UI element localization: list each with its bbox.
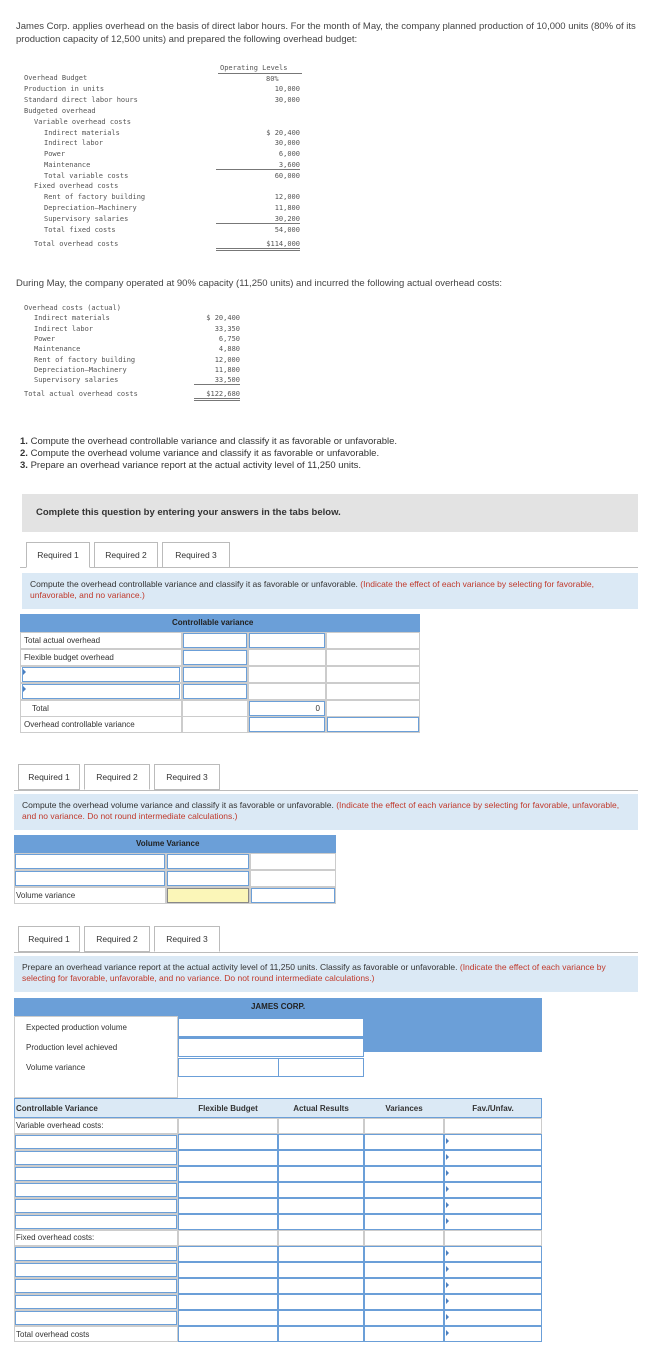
budget-row-label: Standard direct labor hours bbox=[24, 96, 138, 104]
actual-overhead-table bbox=[24, 302, 264, 402]
req3-value-input[interactable] bbox=[444, 1182, 542, 1198]
req3-row-label: Variable overhead costs: bbox=[16, 1121, 104, 1130]
controllable-variance-header: Controllable variance bbox=[20, 614, 420, 632]
req1-fav-cell bbox=[326, 683, 420, 700]
req2-instructions: Compute the overhead volume variance and classify it as favorable or unfavorable. (Indicate the effect of each variance by selecting for favorable, unfavorable, and no variance. Do not round intermediate calculations.) bbox=[14, 794, 638, 830]
req3-volume-row-label: Expected production volume bbox=[26, 1023, 127, 1032]
req1-total-input[interactable] bbox=[249, 633, 325, 648]
req3-value-input[interactable] bbox=[364, 1246, 444, 1262]
req2-fav-cell bbox=[250, 853, 336, 870]
tab2-required-1[interactable]: Required 1 bbox=[18, 764, 80, 790]
req3-value-input bbox=[278, 1118, 364, 1134]
req3-value-input[interactable] bbox=[444, 1134, 542, 1150]
req3-item-select[interactable] bbox=[15, 1263, 177, 1277]
dropdown-caret-icon bbox=[446, 1170, 449, 1176]
tab3-required-3[interactable]: Required 3 bbox=[154, 926, 220, 952]
actual-row-value: 6,750 bbox=[218, 335, 240, 343]
actual-row-value: 11,800 bbox=[214, 366, 240, 374]
tab3-required-1[interactable]: Required 1 bbox=[18, 926, 80, 952]
req3-value-input[interactable] bbox=[444, 1310, 542, 1326]
req1-amount-input[interactable] bbox=[183, 667, 247, 682]
budget-row-value: 10,000 bbox=[274, 85, 300, 93]
req3-volume-input[interactable] bbox=[178, 1038, 364, 1057]
req3-value-input[interactable] bbox=[278, 1166, 364, 1182]
req3-value-input[interactable] bbox=[364, 1166, 444, 1182]
req1-fav-cell bbox=[326, 649, 420, 666]
budget-row-value: 30,200 bbox=[216, 215, 300, 224]
req3-row-label: Fixed overhead costs: bbox=[16, 1233, 95, 1242]
actual-row-label: Indirect materials bbox=[34, 314, 110, 322]
req3-value-input[interactable] bbox=[278, 1182, 364, 1198]
budget-row-label: Total overhead costs bbox=[34, 240, 119, 248]
req3-value-input[interactable] bbox=[278, 1278, 364, 1294]
actual-row-label: Depreciation—Machinery bbox=[34, 366, 127, 374]
req3-item-select[interactable] bbox=[15, 1279, 177, 1293]
actual-row-value: 12,000 bbox=[214, 356, 240, 364]
req1-row-label: Flexible budget overhead bbox=[24, 653, 114, 662]
req3-volume-row-label: Volume variance bbox=[26, 1063, 86, 1072]
actual-row-value: 4,880 bbox=[218, 345, 240, 353]
problem-intro: James Corp. applies overhead on the basis of direct labor hours. For the month of May, the company planned production of 10,000 units (80% of its production capacity of 12,500 units) and prepared the following overhead budget: bbox=[16, 21, 636, 45]
budget-row-label: Supervisory salaries bbox=[44, 215, 129, 223]
req3-value-input[interactable] bbox=[364, 1150, 444, 1166]
operating-level-percent: 80% bbox=[266, 75, 279, 83]
req3-item-select[interactable] bbox=[15, 1135, 177, 1149]
req2-label-input[interactable] bbox=[15, 854, 165, 869]
req3-value-input[interactable] bbox=[444, 1294, 542, 1310]
req3-value-input[interactable] bbox=[444, 1326, 542, 1342]
operating-levels-heading: Operating Levels bbox=[220, 64, 288, 72]
req1-amount-input[interactable] bbox=[183, 684, 247, 699]
req3-volume-row-label: Production level achieved bbox=[26, 1043, 118, 1052]
req3-value-input[interactable] bbox=[178, 1214, 278, 1230]
req3-value-input bbox=[178, 1118, 278, 1134]
volume-variance-header: Volume Variance bbox=[14, 835, 336, 853]
budget-row-label: Total fixed costs bbox=[44, 226, 116, 234]
req3-value-input[interactable] bbox=[444, 1214, 542, 1230]
budget-row-value: 6,000 bbox=[278, 150, 300, 158]
req3-value-input[interactable] bbox=[278, 1262, 364, 1278]
dropdown-caret-icon bbox=[446, 1186, 449, 1192]
req3-value-input[interactable] bbox=[444, 1262, 542, 1278]
req1-total-cell bbox=[248, 649, 326, 666]
req3-col-header: Actual Results bbox=[293, 1104, 349, 1113]
req1-fav-cell bbox=[326, 700, 420, 717]
req2-amount-input[interactable] bbox=[167, 871, 249, 886]
req3-value-input[interactable] bbox=[178, 1294, 278, 1310]
dropdown-caret-icon bbox=[446, 1298, 449, 1304]
req3-value-input[interactable] bbox=[444, 1246, 542, 1262]
req3-value-input[interactable] bbox=[178, 1310, 278, 1326]
req1-total-cell bbox=[248, 666, 326, 683]
actual-row-label: Power bbox=[34, 335, 56, 343]
question-2: 2. Compute the overhead volume variance and classify it as favorable or unfavorable. bbox=[20, 448, 380, 459]
req3-value-input[interactable] bbox=[178, 1262, 278, 1278]
budget-row-value: 3,600 bbox=[216, 161, 300, 170]
req3-item-select[interactable] bbox=[15, 1167, 177, 1181]
during-may-text: During May, the company operated at 90% capacity (11,250 units) and incurred the following actual overhead costs: bbox=[16, 278, 503, 289]
actual-row-label: Total actual overhead costs bbox=[24, 390, 138, 398]
req3-item-select[interactable] bbox=[15, 1311, 177, 1325]
tab-required-1[interactable]: Required 1 bbox=[26, 542, 90, 568]
dropdown-caret-icon bbox=[446, 1266, 449, 1272]
req3-value-input bbox=[444, 1118, 542, 1134]
req1-fav-cell bbox=[326, 632, 420, 649]
actual-row-value: $ 20,400 bbox=[206, 314, 240, 322]
dropdown-caret-icon bbox=[23, 686, 26, 692]
actual-row-label: Indirect labor bbox=[34, 325, 94, 333]
req3-value-input[interactable] bbox=[278, 1214, 364, 1230]
budget-row-label: Overhead Budget bbox=[24, 74, 88, 82]
req1-variance-input[interactable] bbox=[249, 717, 325, 732]
req3-value-input[interactable] bbox=[278, 1134, 364, 1150]
req1-total-cell bbox=[248, 683, 326, 700]
req3-col-header: Flexible Budget bbox=[198, 1104, 258, 1113]
dropdown-caret-icon bbox=[446, 1138, 449, 1144]
budget-row-label: Power bbox=[44, 150, 66, 158]
budget-row-value: $114,000 bbox=[216, 240, 300, 251]
req3-value-input[interactable] bbox=[444, 1166, 542, 1182]
req1-label-dropdown[interactable] bbox=[22, 667, 180, 682]
req3-value-input[interactable] bbox=[278, 1326, 364, 1342]
req3-value-input[interactable] bbox=[364, 1294, 444, 1310]
req3-value-input[interactable] bbox=[444, 1278, 542, 1294]
req3-col-header: Variances bbox=[385, 1104, 423, 1113]
budget-row-label: Maintenance bbox=[44, 161, 91, 169]
req3-value-input[interactable] bbox=[278, 1150, 364, 1166]
req3-value-input[interactable] bbox=[364, 1198, 444, 1214]
req3-value-input[interactable] bbox=[178, 1246, 278, 1262]
budget-row-label: Production in units bbox=[24, 85, 105, 93]
req3-value-input[interactable] bbox=[278, 1246, 364, 1262]
question-1: 1. Compute the overhead controllable variance and classify it as favorable or unfavorable. bbox=[20, 436, 398, 447]
req3-controllable-label: Controllable Variance bbox=[16, 1104, 98, 1113]
req1-label-dropdown[interactable] bbox=[22, 684, 180, 699]
req2-volume-variance-input[interactable] bbox=[167, 888, 249, 903]
req3-value-input[interactable] bbox=[444, 1198, 542, 1214]
budget-row-value: 30,000 bbox=[274, 96, 300, 104]
req1-fav-unfav-select[interactable] bbox=[327, 717, 419, 732]
dropdown-caret-icon bbox=[446, 1330, 449, 1336]
req3-col-header: Fav./Unfav. bbox=[472, 1104, 514, 1113]
req3-value-input[interactable] bbox=[178, 1198, 278, 1214]
req3-volume-pct-input[interactable] bbox=[278, 1058, 364, 1077]
actual-row-label: Overhead costs (actual) bbox=[24, 304, 121, 312]
actual-row-label: Supervisory salaries bbox=[34, 376, 119, 384]
budget-row-label: Variable overhead costs bbox=[34, 118, 131, 126]
req3-value-input bbox=[444, 1230, 542, 1246]
req3-value-input bbox=[278, 1230, 364, 1246]
req1-fav-cell bbox=[326, 666, 420, 683]
dropdown-caret-icon bbox=[23, 669, 26, 675]
dropdown-caret-icon bbox=[446, 1282, 449, 1288]
question-3: 3. Prepare an overhead variance report at the actual activity level of 11,250 units. bbox=[20, 460, 361, 471]
tab2-required-3[interactable]: Required 3 bbox=[154, 764, 220, 790]
dropdown-caret-icon bbox=[446, 1154, 449, 1160]
budget-row-value: 54,000 bbox=[274, 226, 300, 234]
req3-value-input[interactable] bbox=[178, 1278, 278, 1294]
budget-row-label: Indirect materials bbox=[44, 129, 120, 137]
req3-value-input[interactable] bbox=[444, 1150, 542, 1166]
req3-value-input[interactable] bbox=[178, 1134, 278, 1150]
req2-volume-variance-label: Volume variance bbox=[16, 891, 76, 900]
req2-amount-input[interactable] bbox=[167, 854, 249, 869]
actual-row-label: Rent of factory building bbox=[34, 356, 136, 364]
req1-row-label: Total bbox=[32, 704, 49, 713]
req3-item-select[interactable] bbox=[15, 1215, 177, 1229]
req3-value-input bbox=[364, 1118, 444, 1134]
req3-value-input[interactable] bbox=[178, 1150, 278, 1166]
actual-row-value: 33,500 bbox=[194, 376, 240, 385]
actual-row-label: Maintenance bbox=[34, 345, 81, 353]
req3-item-select[interactable] bbox=[15, 1247, 177, 1261]
dropdown-caret-icon bbox=[446, 1202, 449, 1208]
budget-row-label: Rent of factory building bbox=[44, 193, 146, 201]
budget-row-label: Budgeted overhead bbox=[24, 107, 96, 115]
budget-row-value: 30,000 bbox=[274, 139, 300, 147]
req1-mid-cell bbox=[182, 700, 248, 717]
req3-value-input[interactable] bbox=[364, 1134, 444, 1150]
req1-row-label: Total actual overhead bbox=[24, 636, 101, 645]
req2-label-input[interactable] bbox=[15, 871, 165, 886]
budget-row-value: $ 20,400 bbox=[266, 129, 300, 137]
budget-row-label: Indirect labor bbox=[44, 139, 104, 147]
budget-row-value: 12,000 bbox=[274, 193, 300, 201]
req3-volume-input[interactable] bbox=[178, 1018, 364, 1037]
dropdown-caret-icon bbox=[446, 1218, 449, 1224]
dropdown-caret-icon bbox=[446, 1250, 449, 1256]
req3-value-input[interactable] bbox=[178, 1182, 278, 1198]
req1-total-value: 0 bbox=[315, 704, 320, 713]
overhead-budget-table bbox=[24, 60, 314, 250]
actual-row-value: 33,350 bbox=[214, 325, 240, 333]
req3-value-input[interactable] bbox=[364, 1326, 444, 1342]
budget-row-label: Fixed overhead costs bbox=[34, 182, 119, 190]
req3-value-input[interactable] bbox=[278, 1294, 364, 1310]
req3-item-select[interactable] bbox=[15, 1151, 177, 1165]
req3-value-input[interactable] bbox=[364, 1182, 444, 1198]
tab2-required-2[interactable]: Required 2 bbox=[84, 764, 150, 790]
tab-required-2[interactable]: Required 2 bbox=[94, 542, 158, 568]
req3-value-input[interactable] bbox=[178, 1166, 278, 1182]
actual-row-value: $122,680 bbox=[194, 390, 240, 401]
req3-value-input bbox=[178, 1230, 278, 1246]
req3-instructions: Prepare an overhead variance report at the actual activity level of 11,250 units. Classify as favorable or unfavorable. (Indicate the effect of each variance by selecting for favorable, unfavorable, and no variance. Do not round intermediate calculations.) bbox=[14, 956, 638, 992]
req3-value-input[interactable] bbox=[364, 1262, 444, 1278]
req2-fav-unfav-select[interactable] bbox=[251, 888, 335, 903]
req3-row-label: Total overhead costs bbox=[16, 1330, 90, 1339]
req1-amount-input[interactable] bbox=[183, 633, 247, 648]
req1-instructions: Compute the overhead controllable variance and classify it as favorable or unfavorable. (Indicate the effect of each variance by selecting for favorable, unfavorable, and no variance.) bbox=[22, 573, 638, 609]
req3-value-input[interactable] bbox=[178, 1326, 278, 1342]
req3-value-input[interactable] bbox=[278, 1198, 364, 1214]
req1-amount-input[interactable] bbox=[183, 650, 247, 665]
budget-row-value: 11,800 bbox=[274, 204, 300, 212]
req3-value-input[interactable] bbox=[364, 1214, 444, 1230]
req1-mid-cell bbox=[182, 716, 248, 733]
budget-row-value: 60,000 bbox=[274, 172, 300, 180]
tab3-required-2[interactable]: Required 2 bbox=[84, 926, 150, 952]
report-title-1: JAMES CORP. bbox=[14, 998, 542, 1016]
req3-item-select[interactable] bbox=[15, 1295, 177, 1309]
req3-value-input[interactable] bbox=[278, 1310, 364, 1326]
req3-item-select[interactable] bbox=[15, 1199, 177, 1213]
instructions-banner: Complete this question by entering your answers in the tabs below. bbox=[22, 494, 638, 532]
req3-value-input[interactable] bbox=[364, 1278, 444, 1294]
budget-row-label: Total variable costs bbox=[44, 172, 129, 180]
req3-value-input[interactable] bbox=[364, 1310, 444, 1326]
req3-item-select[interactable] bbox=[15, 1183, 177, 1197]
dropdown-caret-icon bbox=[446, 1314, 449, 1320]
req2-fav-cell bbox=[250, 870, 336, 887]
req3-value-input bbox=[364, 1230, 444, 1246]
budget-row-label: Depreciation—Machinery bbox=[44, 204, 137, 212]
req1-row-label: Overhead controllable variance bbox=[24, 720, 135, 729]
tab-required-3[interactable]: Required 3 bbox=[162, 542, 230, 568]
